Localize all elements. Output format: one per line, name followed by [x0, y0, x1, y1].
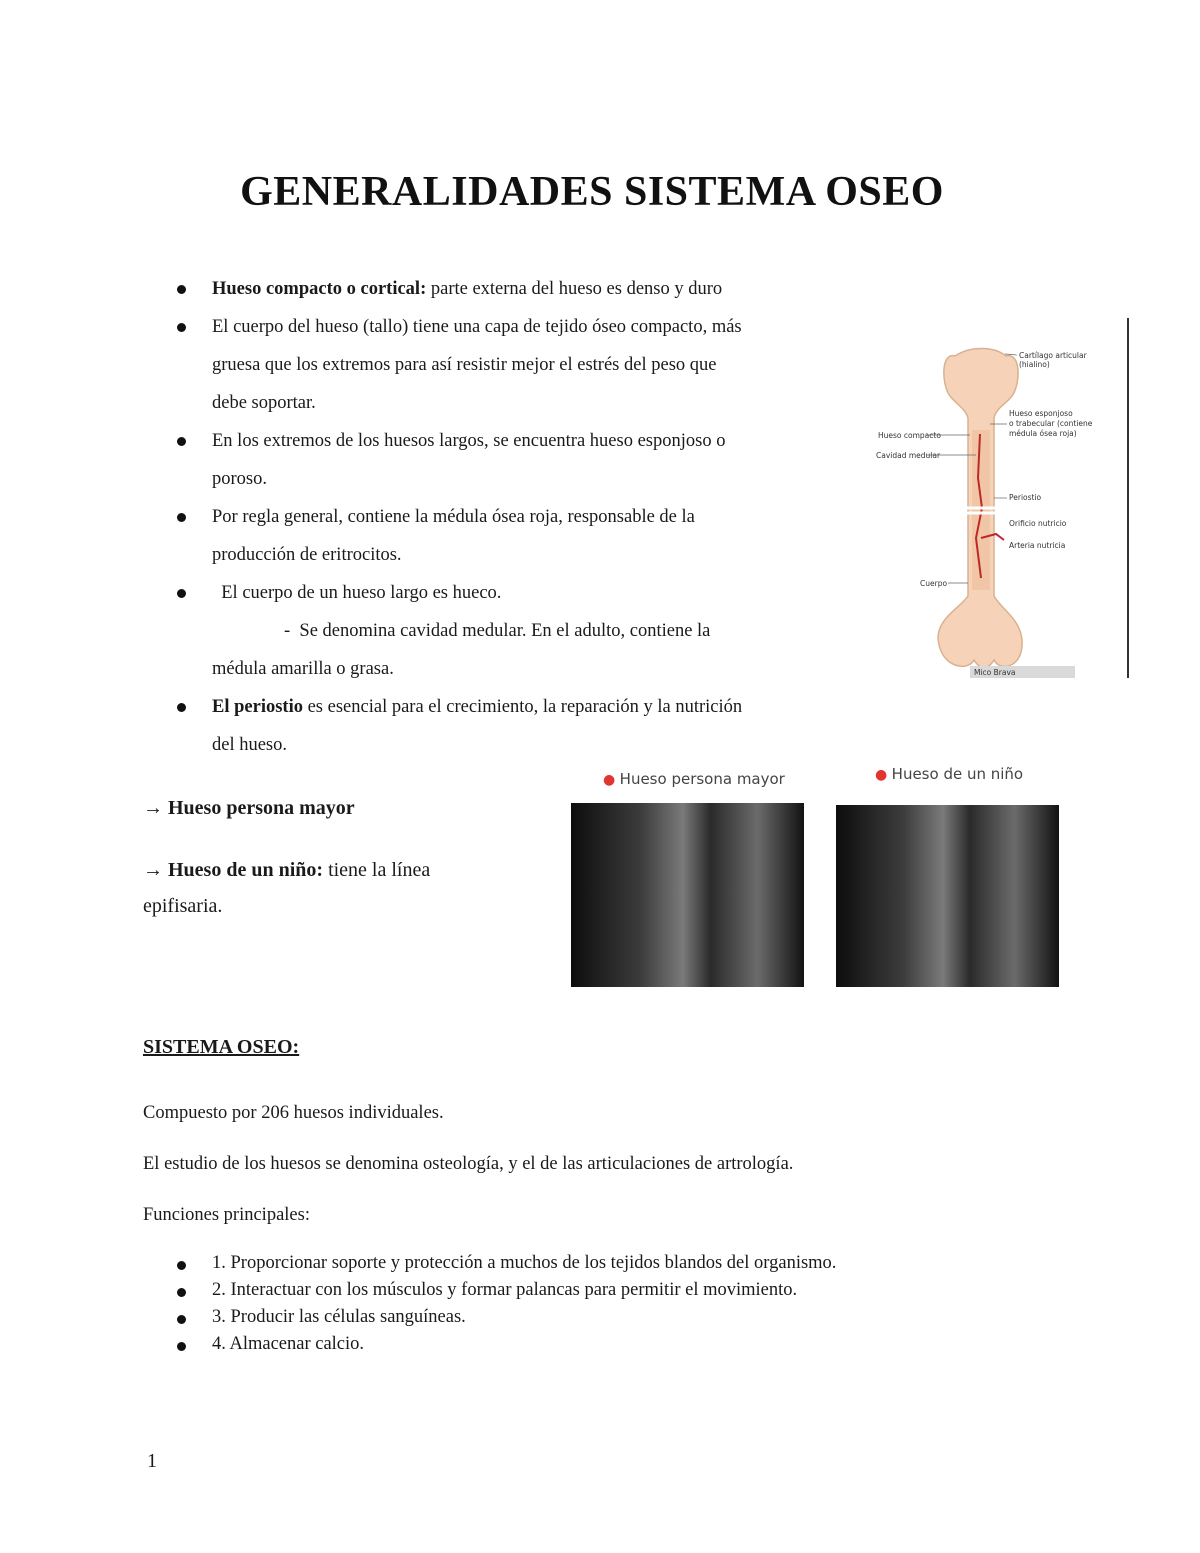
item-continuation: del hueso. [212, 735, 288, 755]
item-text: El cuerpo del hueso (tallo) tiene una capa de tejido óseo compacto, más [212, 317, 742, 337]
leader-line [1005, 354, 1017, 355]
item-text: Por regla general, contiene la médula ósea roja, responsable de la [212, 507, 695, 527]
xray-label-child [875, 765, 1023, 783]
paragraph: Compuesto por 206 huesos individuales. [143, 1103, 444, 1123]
item-text: 2. Interactuar con los músculos y formar palancas para permitir el movimiento. [212, 1280, 798, 1300]
bold-term: Hueso persona mayor [168, 797, 355, 819]
list-item [172, 1304, 1072, 1331]
item-continuation: poroso. [212, 469, 267, 489]
xray-label-older [603, 770, 785, 788]
bullet-icon [177, 437, 186, 446]
item-text: En los extremos de los huesos largos, se encuentra hueso esponjoso o [212, 431, 726, 451]
sub-note: - Se denomina cavidad medular. En el adulto, contiene la [284, 621, 711, 641]
arrow-item-child [143, 852, 563, 888]
arrow-item-older [143, 790, 563, 826]
bullet-list [172, 270, 852, 764]
list-item [172, 422, 852, 460]
list-item [172, 308, 852, 346]
bullet-icon [177, 1315, 186, 1324]
item-continuation: producción de eritrocitos. [212, 545, 402, 565]
item-text: tiene la línea [323, 859, 431, 881]
item-text: 1. Proporcionar soporte y protección a muchos de los tejidos blandos del organismo. [212, 1253, 837, 1273]
bold-term: Hueso compacto o cortical: [212, 279, 427, 299]
credit-text: Mico Brava [974, 668, 1016, 677]
label-cartilage-2: (hialino) [1019, 360, 1050, 369]
bullet-icon [177, 1342, 186, 1351]
arrow-icon: → [143, 859, 168, 881]
list-item [172, 1331, 1072, 1358]
item-text: 4. Almacenar calcio. [212, 1334, 365, 1354]
item-text: 3. Producir las células sanguíneas. [212, 1307, 466, 1327]
bullet-icon [177, 589, 186, 598]
xray-image-older [571, 803, 804, 987]
page-number: 1 [147, 1450, 157, 1472]
bullet-icon: ● [875, 767, 892, 783]
label-compact: Hueso compacto [878, 431, 941, 440]
arrow-icon: → [143, 797, 168, 819]
item-continuation: gruesa que los extremos para así resistir mejor el estrés del peso que [212, 355, 717, 375]
label-body: Cuerpo [920, 579, 948, 588]
functions-list [172, 1250, 1072, 1358]
item-text: es esencial para el crecimiento, la reparación y la nutrición [302, 697, 743, 717]
item-continuation: epifisaria. [143, 895, 223, 917]
label-spongy-3: médula ósea roja) [1009, 429, 1077, 438]
bullet-icon [177, 1261, 186, 1270]
xray-label-text: Hueso persona mayor [619, 770, 785, 788]
bold-term: El periostio [212, 697, 303, 717]
item-text: El cuerpo de un hueso largo es hueco. [212, 583, 502, 603]
xray-label-text: Hueso de un niño [891, 765, 1024, 783]
bullet-icon [177, 703, 186, 712]
list-item [172, 688, 852, 726]
label-cavity: Cavidad medular [876, 451, 941, 460]
page-title: GENERALIDADES SISTEMA OSEO [240, 169, 944, 215]
bold-term: Hueso de un niño: [168, 859, 324, 881]
list-item [172, 498, 852, 536]
list-item [172, 1277, 1072, 1304]
bullet-icon: ● [603, 772, 620, 788]
label-foramen: Orificio nutricio [1009, 519, 1067, 528]
long-bone-diagram [870, 338, 1120, 680]
list-item [172, 270, 852, 308]
label-cartilage: Cartílago articular [1019, 351, 1087, 360]
label-periosteum: Periostio [1009, 493, 1042, 502]
label-artery: Arteria nutricia [1009, 541, 1066, 550]
bullet-icon [177, 1288, 186, 1297]
label-spongy-2: o trabecular (contiene [1009, 419, 1093, 428]
sub-note-continuation: médula amarilla o grasa. [212, 659, 394, 679]
list-item [172, 574, 852, 612]
arrow-items [143, 790, 563, 938]
item-text: parte externa del hueso es denso y duro [426, 279, 723, 299]
section-title: SISTEMA OSEO: [143, 1036, 300, 1058]
margin-rule [1127, 318, 1129, 678]
bullet-icon [177, 323, 186, 332]
paragraph: Funciones principales: [143, 1205, 310, 1225]
label-spongy: Hueso esponjoso [1009, 409, 1073, 418]
bullet-icon [177, 513, 186, 522]
bullet-icon [177, 285, 186, 294]
xray-image-child [836, 805, 1059, 987]
list-item [172, 1250, 1072, 1277]
item-continuation: debe soportar. [212, 393, 316, 413]
paragraph: El estudio de los huesos se denomina osteología, y el de las articulaciones de artrología. [143, 1154, 794, 1174]
